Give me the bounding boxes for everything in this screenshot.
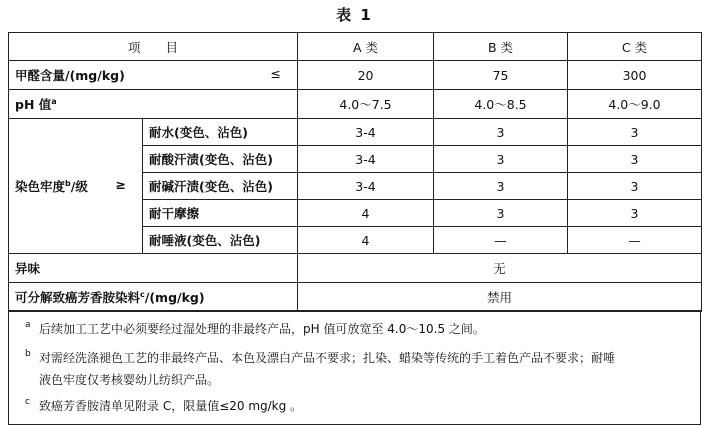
formaldehyde-b: 75 <box>434 61 568 90</box>
fastness-label: 染色牢度 <box>15 179 66 194</box>
footnote-c <box>25 395 690 417</box>
formaldehyde-row <box>9 61 702 90</box>
header-row <box>9 33 702 61</box>
header-class-a: A 类 <box>298 33 434 61</box>
azo-label-cell <box>9 283 298 312</box>
fastness-unit: /级 <box>70 179 88 194</box>
ph-c: 4.0～9.0 <box>568 90 702 119</box>
fastness-c: 3 <box>568 146 702 173</box>
fastness-item-label: 耐干摩擦 <box>143 200 298 227</box>
fastness-operator: ≥ <box>115 177 126 192</box>
formaldehyde-operator: ≤ <box>270 66 282 81</box>
header-class-b: B 类 <box>434 33 568 61</box>
formaldehyde-a: 20 <box>298 61 434 90</box>
ph-a: 4.0～7.5 <box>298 90 434 119</box>
footnote-text-line-1: 对需经洗涤褪色工艺的非最终产品、本色及漂白产品不要求；扎染、蜡染等传统的手工着色产品不要求；耐唾 <box>39 351 616 365</box>
fastness-b: 3 <box>434 119 568 146</box>
fastness-a: 4 <box>298 227 434 254</box>
footnotes-box <box>8 310 701 425</box>
table-title: 表 1 <box>336 6 373 24</box>
ph-footnote-mark: a <box>51 96 57 106</box>
footnote-text: 后续加工工艺中必须要经过湿处理的非最终产品，pH 值可放宽至 4.0～10.5 之间。 <box>39 322 485 336</box>
footnote-text: 致癌芳香胺清单见附录 C，限量值≤20 mg/kg 。 <box>39 399 303 413</box>
fastness-b: — <box>434 227 568 254</box>
ph-label: pH 值 <box>15 97 52 112</box>
fastness-b: 3 <box>434 173 568 200</box>
footnote-mark: c <box>25 397 30 407</box>
footnote-a <box>25 318 690 340</box>
fastness-footnote-mark: b <box>65 178 71 188</box>
fastness-c: 3 <box>568 200 702 227</box>
fastness-b: 3 <box>434 200 568 227</box>
fastness-c: 3 <box>568 119 702 146</box>
fastness-item-label: 耐水(变色、沾色) <box>143 119 298 146</box>
fastness-item-label: 耐唾液(变色、沾色) <box>143 227 298 254</box>
fastness-item-label: 耐碱汗渍(变色、沾色) <box>143 173 298 200</box>
azo-label: 可分解致癌芳香胺染料 <box>15 290 141 305</box>
ph-label-cell <box>9 90 298 119</box>
footnote-b <box>25 347 690 391</box>
odor-label: 异味 <box>9 254 298 283</box>
formaldehyde-label: 甲醛含量/(mg/kg) <box>15 68 125 83</box>
spec-table <box>8 32 702 312</box>
fastness-label-cell <box>9 119 143 254</box>
fastness-c: — <box>568 227 702 254</box>
fastness-c: 3 <box>568 173 702 200</box>
header-item: 项 目 <box>9 33 298 61</box>
fastness-a: 4 <box>298 200 434 227</box>
fastness-a: 3-4 <box>298 146 434 173</box>
fastness-row <box>9 119 702 146</box>
formaldehyde-c: 300 <box>568 61 702 90</box>
fastness-a: 3-4 <box>298 119 434 146</box>
ph-b: 4.0～8.5 <box>434 90 568 119</box>
odor-value: 无 <box>298 254 702 283</box>
fastness-b: 3 <box>434 146 568 173</box>
azo-unit: /(mg/kg) <box>144 290 205 305</box>
formaldehyde-label-cell <box>9 61 298 90</box>
ph-row <box>9 90 702 119</box>
azo-value: 禁用 <box>298 283 702 312</box>
azo-footnote-mark: c <box>140 289 145 299</box>
footnote-mark: a <box>25 320 31 330</box>
footnote-mark: b <box>25 349 31 359</box>
azo-row <box>9 283 702 312</box>
footnote-text-line-2: 液色牢度仅考核婴幼儿纺织产品。 <box>39 373 220 387</box>
header-class-c: C 类 <box>568 33 702 61</box>
odor-row <box>9 254 702 283</box>
fastness-item-label: 耐酸汗渍(变色、沾色) <box>143 146 298 173</box>
fastness-a: 3-4 <box>298 173 434 200</box>
